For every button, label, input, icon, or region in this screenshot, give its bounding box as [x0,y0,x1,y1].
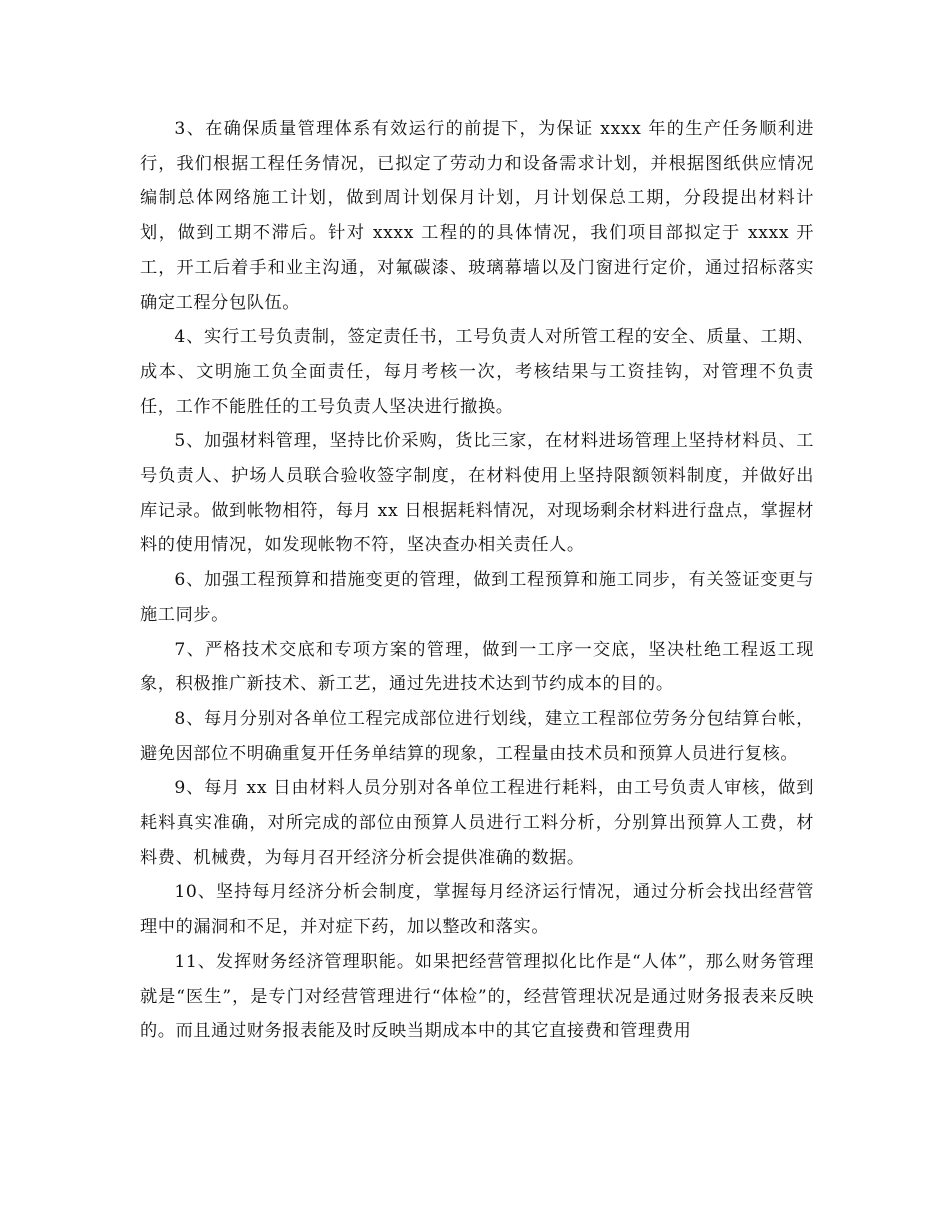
document-body [140,112,814,1049]
paragraph-item-6: 6、加强工程预算和措施变更的管理，做到工程预算和施工同步，有关签证变更与施工同步。 [140,570,814,625]
paragraph-item-11: 11、发挥财务经济管理职能。如果把经营管理拟化比作是“人体”，那么财务管理就是“医生”，是专门对经营管理进行“体检”的，经营管理状况是通过财务报表来反映的。而且通过财务报表能及时反映当期成本中的其它直接费和管理费用 [140,951,814,1042]
paragraph-item-10: 10、坚持每月经济分析会制度，掌握每月经济运行情况，通过分析会找出经营管理中的漏洞和不足，并对症下药，加以整改和落实。 [140,882,814,938]
paragraph-item-3: 3、在确保质量管理体系有效运行的前提下，为保证 xxxx 年的生产任务顺利进行，我们根据工程任务情况，已拟定了劳动力和设备需求计划，并根据图纸供应情况编制总体网络施工计划，做到周计划保月计划，月计划保总工期，分段提出材料计划，做到工期不滞后。针对 xxxx 工程的的具体情况，我们项目部拟定于 xxxx 开工，开工后着手和业主沟通，对氟碳漆、玻璃幕墙以及门窗进行定价，通过招标落实确定工程分包队伍。 [140,119,814,313]
paragraph-item-7: 7、严格技术交底和专项方案的管理，做到一工序一交底，坚决杜绝工程返工现象，积极推广新技术、新工艺，通过先进技术达到节约成本的目的。 [140,639,814,695]
paragraph-item-9: 9、每月 xx 日由材料人员分别对各单位工程进行耗料，由工号负责人审核，做到耗料真实准确，对所完成的部位由预算人员进行工料分析，分别算出预算人工费，材料费、机械费，为每月召开经济分析会提供准确的数据。 [140,778,814,868]
paragraph-item-4: 4、实行工号负责制，签定责任书，工号负责人对所管工程的安全、质量、工期、成本、文明施工负全面责任，每月考核一次，考核结果与工资挂钩，对管理不负责任，工作不能胜任的工号负责人坚决进行撤换。 [140,327,814,417]
paragraph-item-5: 5、加强材料管理，坚持比价采购，货比三家，在材料进场管理上坚持材料员、工号负责人、护场人员联合验收签字制度，在材料使用上坚持限额领料制度，并做好出库记录。做到帐物相符，每月 xx 日根据耗料情况，对现场剩余材料进行盘点，掌握材料的使用情况，如发现帐物不符，坚决查办相关责任人。 [140,431,814,556]
paragraph-item-8: 8、每月分别对各单位工程完成部位进行划线，建立工程部位劳务分包结算台帐，避免因部位不明确重复开任务单结算的现象，工程量由技术员和预算人员进行复核。 [140,708,814,764]
